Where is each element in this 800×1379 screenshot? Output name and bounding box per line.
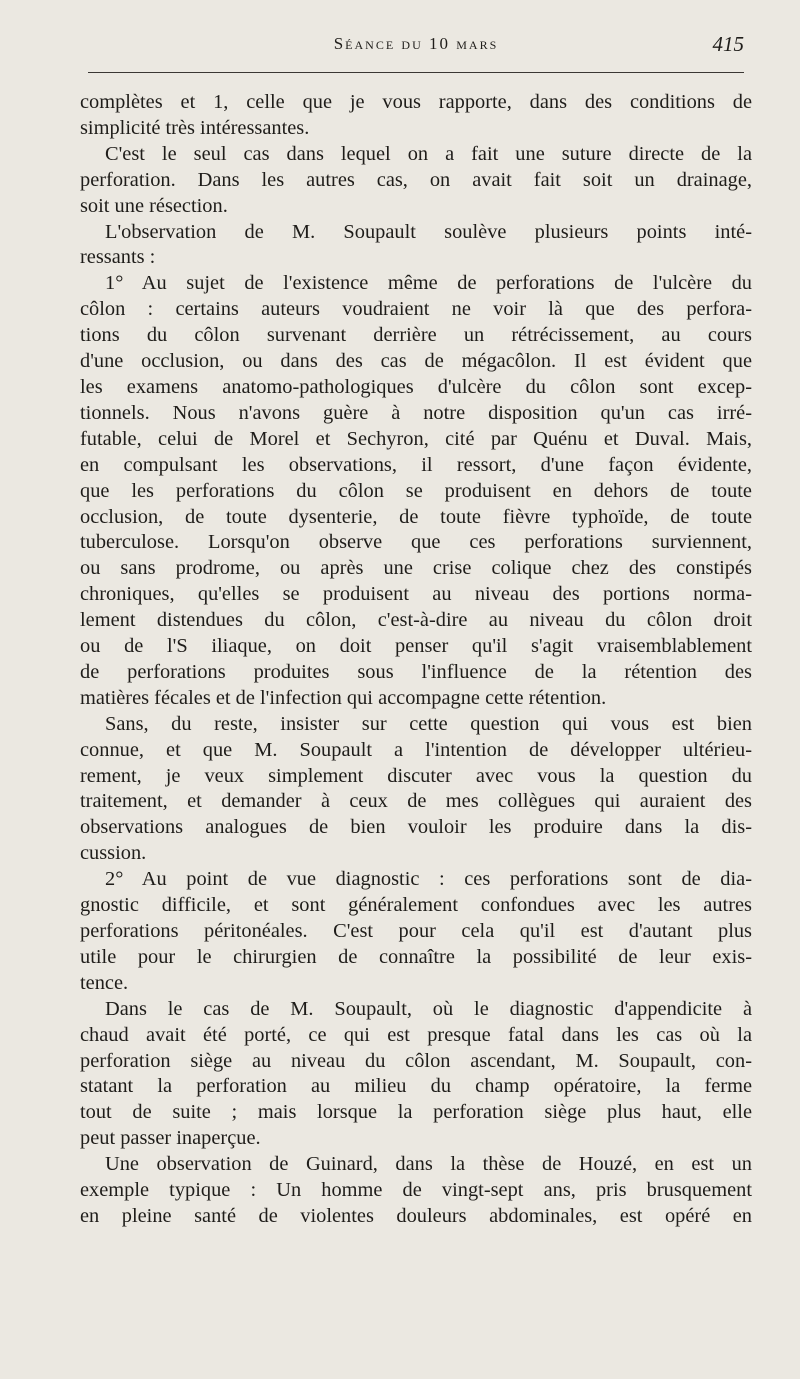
text-line: cussion. [80, 842, 147, 865]
text-line: côlon : certains auteurs voudraient ne voir là que des perfora- [80, 298, 752, 321]
text-line: Dans le cas de M. Soupault, où le diagnostic d'appendicite à [105, 997, 752, 1020]
page-number: 415 [712, 32, 744, 56]
text-line: en compulsant les observations, il ressort, d'une façon évidente, [80, 453, 752, 476]
text-line: d'une occlusion, ou dans des cas de mégacôlon. Il est évident que [80, 350, 752, 373]
text-line: Sans, du reste, insister sur cette question qui vous est bien [105, 712, 752, 735]
text-line: statant la perforation au milieu du champ opératoire, la ferme [80, 1075, 752, 1098]
text-line: les examens anatomo-pathologiques d'ulcère du côlon sont excep- [80, 375, 752, 398]
text-line: tuberculose. Lorsqu'on observe que ces perforations surviennent, [80, 531, 752, 554]
text-line: simplicité très intéressantes. [80, 116, 310, 139]
header-rule [88, 72, 744, 73]
text-line: utile pour le chirurgien de connaître la possibilité de leur exis- [80, 945, 752, 968]
text-line: L'observation de M. Soupault soulève plusieurs points inté- [105, 220, 752, 243]
text-line: en pleine santé de violentes douleurs abdominales, est opéré en [80, 1204, 752, 1227]
text-line: peut passer inaperçue. [80, 1127, 261, 1150]
text-line: traitement, et demander à ceux de mes collègues qui auraient des [80, 790, 752, 813]
text-line: futable, celui de Morel et Sechyron, cité par Quénu et Duval. Mais, [80, 427, 752, 450]
text-line: perforation siège au niveau du côlon ascendant, M. Soupault, con- [80, 1049, 752, 1072]
text-line: tence. [80, 971, 129, 994]
text-line: gnostic difficile, et sont généralement confondues avec les autres [80, 894, 752, 917]
text-line: tout de suite ; mais lorsque la perforation siège plus haut, elle [80, 1101, 752, 1124]
text-line: matières fécales et de l'infection qui accompagne cette rétention. [80, 686, 607, 709]
text-line: ou sans prodrome, ou après une crise colique chez des constipés [80, 557, 752, 580]
text-line: chroniques, qu'elles se produisent au niveau des portions norma- [80, 583, 752, 606]
text-line: lement distendues du côlon, c'est-à-dire au niveau du côlon droit [80, 609, 752, 632]
text-line: de perforations produites sous l'influence de la rétention des [80, 660, 752, 683]
text-line: occlusion, de toute dysenterie, de toute fièvre typhoïde, de toute [80, 505, 752, 528]
text-line: observations analogues de bien vouloir les produire dans la dis- [80, 816, 752, 839]
text-line: perforation. Dans les autres cas, on avait fait soit un drainage, [80, 168, 752, 191]
text-line: tions du côlon survenant derrière un rétrécissement, au cours [80, 324, 752, 347]
page-header [80, 26, 752, 62]
text-line: que les perforations du côlon se produisent en dehors de toute [80, 479, 752, 502]
text-line: ou de l'S iliaque, on doit penser qu'il s'agit vraisemblablement [80, 635, 752, 658]
body-text [80, 90, 752, 1230]
text-line: exemple typique : Un homme de vingt-sept ans, pris brusquement [80, 1179, 752, 1202]
text-line: 1° Au sujet de l'existence même de perforations de l'ulcère du [105, 272, 752, 295]
text-line: rement, je veux simplement discuter avec vous la question du [80, 764, 752, 787]
text-line: connue, et que M. Soupault a l'intention de développer ultérieu- [80, 738, 752, 761]
text-line: chaud avait été porté, ce qui est presque fatal dans les cas où la [80, 1023, 752, 1046]
running-title: Séance du 10 mars [333, 34, 499, 53]
text-line: tionnels. Nous n'avons guère à notre disposition qu'un cas irré- [80, 401, 752, 424]
text-line: Une observation de Guinard, dans la thèse de Houzé, en est un [105, 1153, 752, 1176]
text-line: soit une résection. [80, 194, 228, 217]
text-line: ressants : [80, 246, 156, 269]
text-line: perforations péritonéales. C'est pour cela qu'il est d'autant plus [80, 920, 752, 942]
text-line: C'est le seul cas dans lequel on a fait une suture directe de la [105, 142, 752, 165]
text-line: 2° Au point de vue diagnostic : ces perforations sont de dia- [105, 868, 752, 891]
text-line: complètes et 1, celle que je vous rapporte, dans des conditions de [80, 91, 752, 113]
